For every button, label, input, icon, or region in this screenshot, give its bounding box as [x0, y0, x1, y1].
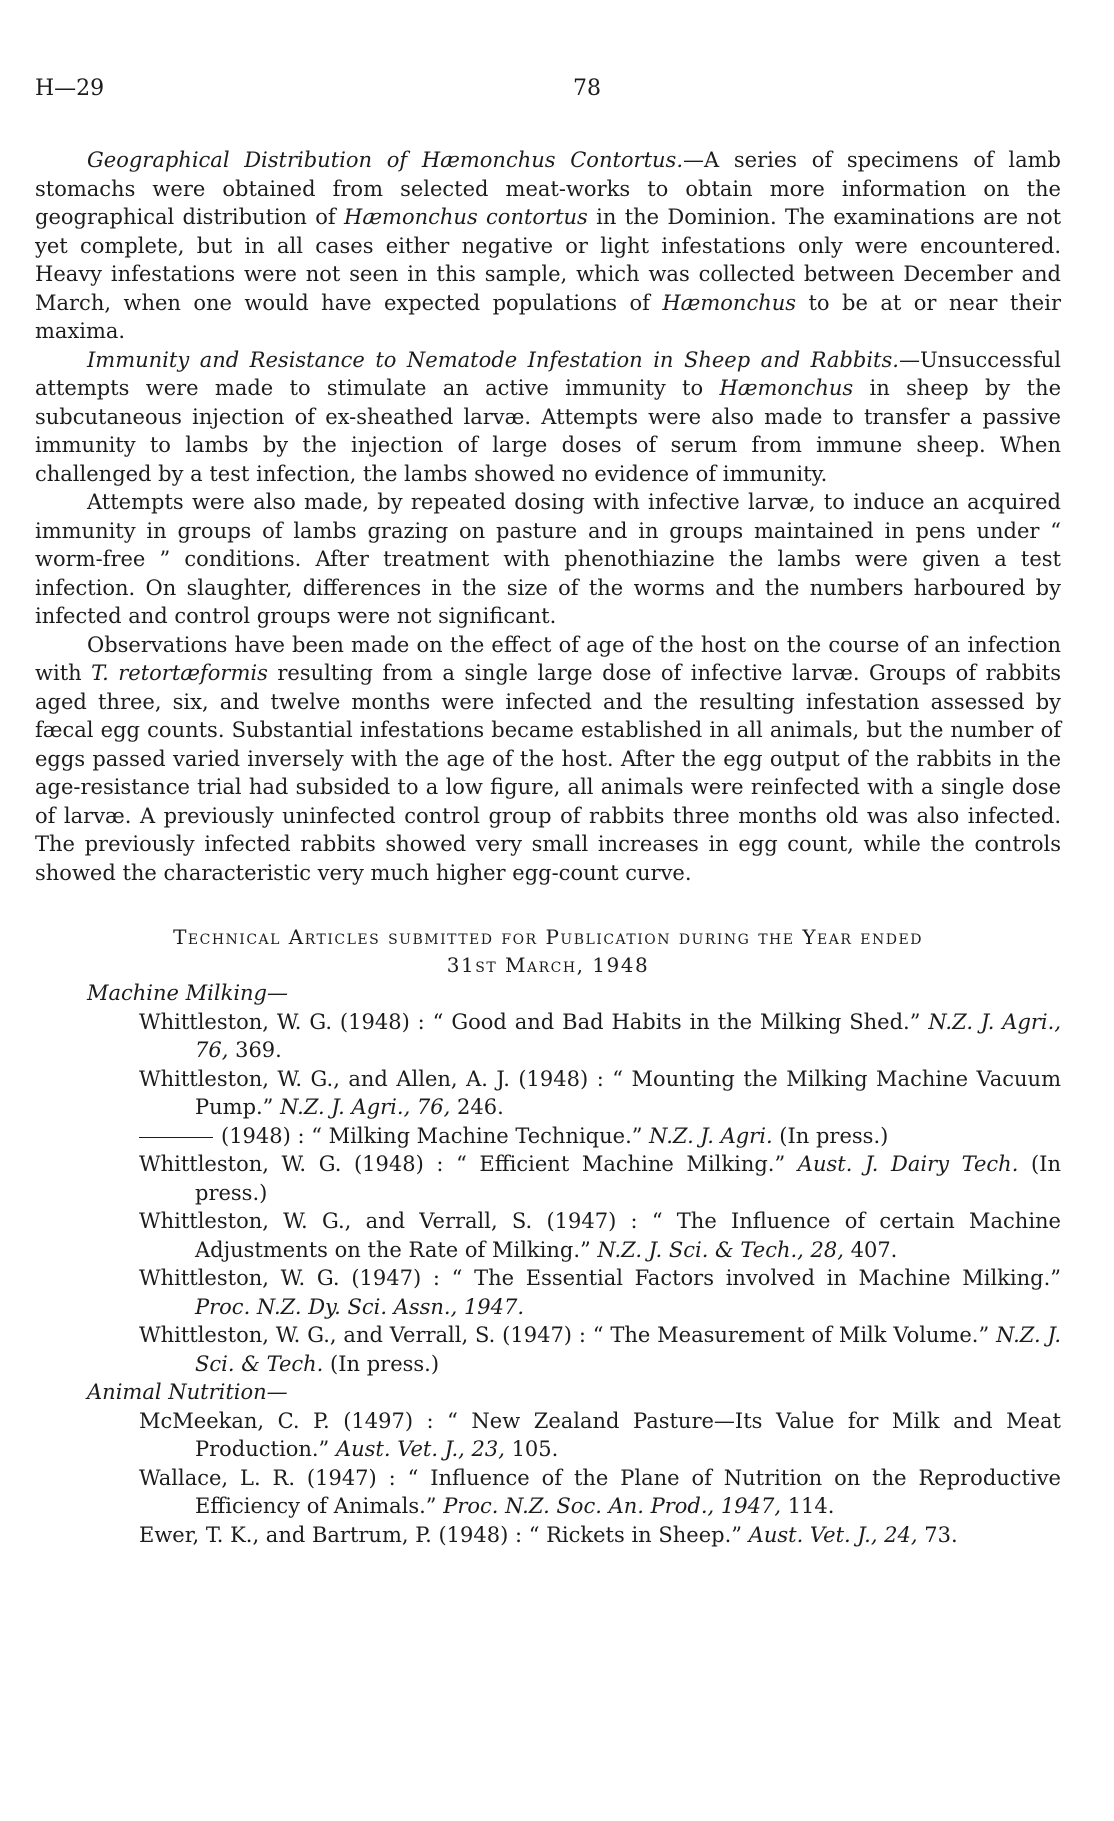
reference-entry: Wallace, L. R. (1947) : “ Influence of the Plane of Nutrition on the Reproductive Efficiency of Animals.” Proc. N.Z. Soc. An. Prod., 1947, 114. [139, 1465, 1061, 1518]
journal-citation: Aust. Vet. J., 23, [335, 1437, 505, 1461]
journal-citation: N.Z. J. Sci. & Tech., 28, [597, 1237, 844, 1262]
reference-entry: McMeekan, C. P. (1497) : “ New Zealand Pasture—Its Value for Milk and Meat Production.” Aust. Vet. J., 23, 105. [139, 1408, 1061, 1461]
section-animal-nutrition [35, 1378, 1061, 1549]
reference-entry: Whittleston, W. G. (1948) : “ Good and Bad Habits in the Milking Shed.” N.Z. J. Agri., 76, 369. [139, 1009, 1061, 1062]
reference-entry: Ewer, T. K., and Bartrum, P. (1948) : “ Rickets in Sheep.” Aust. Vet. J., 24, 73. [139, 1522, 958, 1547]
journal-citation: N.Z. J. Sci. & Tech. [195, 1323, 1061, 1376]
ditto-dash [139, 1137, 213, 1138]
paragraph-lead: Immunity and Resistance to Nematode Infestation in Sheep and Rabbits. [87, 347, 899, 372]
journal-citation: Aust. Vet. J., 24, [748, 1522, 918, 1547]
reference-list [35, 1407, 1061, 1550]
paragraph-acquired-immunity: Attempts were also made, by repeated dosing with infective larvæ, to induce an acquired immunity in groups of lambs grazing on pasture and in groups maintained in pens under “ worm-free ” conditions. After treatment with phenothiazine the lambs were given a test infection. On slaughter, differences in the size of the worms and the numbers harboured by infected and control groups were not significant. [35, 490, 1061, 628]
paragraph-geographical-distribution: Geographical Distribution of Hæmonchus Contortus.—A series of specimens of lamb stomachs were obtained from selected meat-works to obtain more information on the geographical distribution of Hæmonchus contortus in the Dominion. The examinations are not yet complete, but in all cases either negative or light infestations only were encountered. Heavy infestations were not seen in this sample, which was collected between December and March, when one would have expected populations of Hæmonchus to be at or near their maxima. [35, 148, 1062, 343]
reference-entry: Whittleston, W. G. (1948) : “ Efficient Machine Milking.” Aust. J. Dairy Tech. (In press.) [139, 1152, 1062, 1205]
journal-citation: N.Z. J. Agri. [649, 1123, 773, 1148]
journal-citation: N.Z. J. Agri., 76, [280, 1095, 451, 1119]
section-machine-milking [35, 979, 1061, 1378]
journal-citation: N.Z. J. Agri., 76, [195, 1009, 1061, 1062]
reference-entry: Whittleston, W. G. (1947) : “ The Essential Factors involved in Machine Milking.” Proc. N.Z. Dy. Sci. Assn., 1947. [139, 1266, 1061, 1319]
paragraph-lead: Geographical Distribution of Hæmonchus Contortus. [87, 148, 684, 172]
page-body [35, 146, 1061, 1549]
page-header [35, 76, 1079, 112]
journal-citation: Proc. N.Z. Soc. An. Prod., 1947, [443, 1494, 782, 1518]
reference-entry: Whittleston, W. G., and Verrall, S. (1947) : “ The Measurement of Milk Volume.” N.Z. J. Sci. & Tech. (In press.) [139, 1323, 1061, 1376]
journal-citation: Proc. N.Z. Dy. Sci. Assn., 1947. [195, 1294, 525, 1319]
reference-entry: (1948) : “ Milking Machine Technique.” N.Z. J. Agri. (In press.) [139, 1122, 1061, 1151]
journal-citation: Aust. J. Dairy Tech. [797, 1152, 1019, 1176]
reference-list [35, 1008, 1061, 1379]
paragraph-immunity-resistance: Immunity and Resistance to Nematode Infestation in Sheep and Rabbits.—Unsuccessful attempts were made to stimulate an active immunity to Hæmonchus in sheep by the subcutaneous injection of ex-sheathed larvæ. Attempts were also made to transfer a passive immunity to lambs by the injection of large doses of serum from immune sheep. When challenged by a test infection, the lambs showed no evidence of immunity. [35, 347, 1061, 486]
section-heading: Technical Articles submitted for Publication during the Year ended 31st March, 1948 [173, 925, 923, 977]
paragraph-age-observations: Observations have been made on the effect of age of the host on the course of an infection with T. retortæformis resulting from a single large dose of infective larvæ. Groups of rabbits aged three, six, and twelve months were infected and the resulting infestation assessed by fæcal egg counts. Substantial infestations became established in all animals, but the number of eggs passed varied inversely with the age of the host. After the egg output of the rabbits in the age-resistance trial had subsided to a low figure, all animals were reinfected with a single dose of larvæ. A previously uninfected control group of rabbits three months old was also infected. The previously infected rabbits showed very small increases in egg count, while the controls showed the characteristic very much higher egg-count curve. [35, 632, 1061, 885]
page-number: 78 [573, 76, 601, 101]
document-code: H—29 [35, 76, 105, 101]
section-title: Animal Nutrition— [87, 1380, 288, 1404]
reference-entry: Whittleston, W. G., and Allen, A. J. (1948) : “ Mounting the Milking Machine Vacuum Pump.” N.Z. J. Agri., 76, 246. [139, 1066, 1061, 1119]
section-title: Machine Milking— [87, 981, 288, 1005]
reference-entry: Whittleston, W. G., and Verrall, S. (1947) : “ The Influence of certain Machine Adjustments on the Rate of Milking.” N.Z. J. Sci. & Tech., 28, 407. [139, 1209, 1061, 1262]
